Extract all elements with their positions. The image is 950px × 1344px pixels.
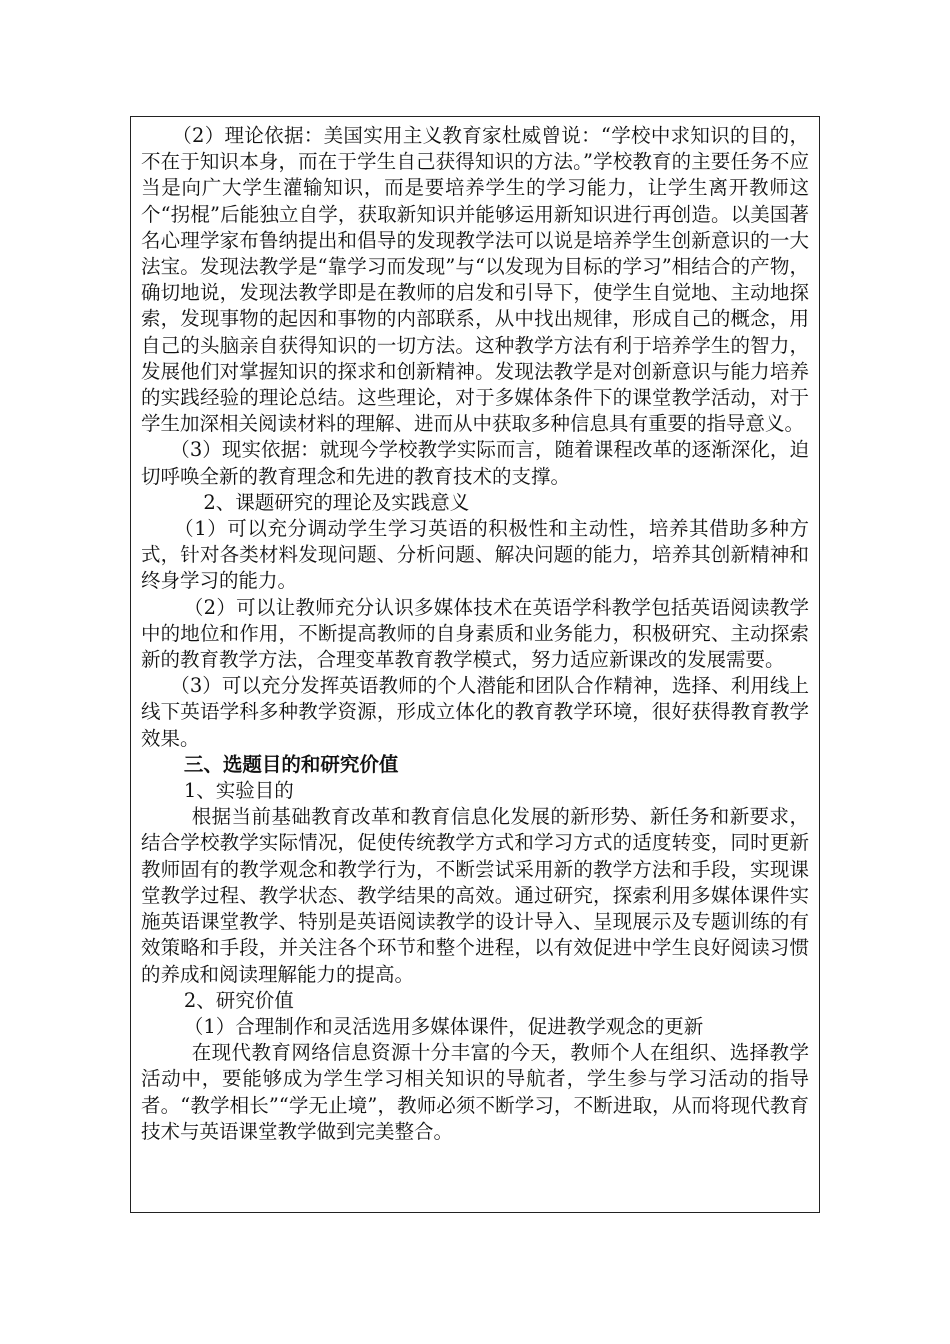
subheading-experiment-purpose: 1、实验目的 [183,779,294,803]
subheading-research-significance: 2、课题研究的理论及实践意义 [203,490,470,514]
paragraph-significance-3: （3）可以充分发挥英语教师的个人潜能和团队合作精神，选择、利用线上线下英语学科多种教学资源，形成立体化的教育教学环境，很好获得教育教学效果。 [141,674,809,750]
paragraph-significance-2: （2）可以让教师充分认识多媒体技术在英语学科教学包括英语阅读教学中的地位和作用，不断提高教师的自身素质和业务能力，积极研究、主动探索新的教育教学方法，合理变革教育教学模式，努力适应新课改的发展需要。 [141,595,809,672]
paragraph-value-1: 在现代教育网络信息资源十分丰富的今天，教师个人在组织、选择教学活动中，要能够成为学生学习相关知识的导航者，学生参与学习活动的指导者。“教学相长”“学无止境”，教师必须不断学习，不断进取，从而将现代教育技术与英语课堂教学做到完美整合。 [141,1041,809,1143]
paragraph-significance-1: （1）可以充分调动学生学习英语的积极性和主动性，培养其借助多种方式，针对各类材料发现问题、分析问题、解决问题的能力，培养其创新精神和终身学习的能力。 [141,517,809,593]
section-heading-purpose-value: 三、选题目的和研究价值 [183,752,399,776]
paragraph-experiment-purpose: 根据当前基础教育改革和教育信息化发展的新形势、新任务和新要求，结合学校教学实际情况，促使传统教学方式和学习方式的适度转变，同时更新教师固有的教学观念和教学行为，不断尝试采用新的教学方法和手段，实现课堂教学过程、教学状态、教学结果的高效。通过研究，探索利用多媒体课件实施英语课堂教学、特别是英语阅读教学的设计导入、呈现展示及专题训练的有效策略和手段，并关注各个环节和整个进程，以有效促进中学生良好阅读习惯的养成和阅读理解能力的提高。 [141,805,809,986]
document-frame [130,116,820,1213]
paragraph-theory-basis: （2）理论依据：美国实用主义教育家杜威曾说：“学校中求知识的目的，不在于知识本身，而在于学生自己获得知识的方法。”学校教育的主要任务不应当是向广大学生灌输知识，而是要培养学生的学习能力，让学生离开教师这个“拐棍”后能独立自学，获取新知识并能够运用新知识进行再创造。以美国著名心理学家布鲁纳提出和倡导的发现教学法可以说是培养学生创新意识的一大法宝。发现法教学是“靠学习而发现”与“以发现为目标的学习”相结合的产物，确切地说，发现法教学即是在教师的启发和引导下，使学生自觉地、主动地探索，发现事物的起因和事物的内部联系，从中找出规律，形成自己的概念，用自己的头脑亲自获得知识的一切方法。这种教学方法有利于培养学生的智力，发展他们对掌握知识的探求和创新精神。发现法教学是对创新意识与能力培养的实践经验的理论总结。这些理论，对于多媒体条件下的课堂教学活动，对于学生加深相关阅读材料的理解、进而从中获取多种信息具有重要的指导意义。 [141,124,809,436]
paragraph-practical-basis: （3）现实依据：就现今学校教学实际而言，随着课程改革的逐渐深化，迫切呼唤全新的教育理念和先进的教育技术的支撑。 [141,438,809,488]
subheading-value-1: （1）合理制作和灵活选用多媒体课件，促进教学观念的更新 [183,1014,704,1038]
subheading-research-value: 2、研究价值 [183,988,294,1012]
